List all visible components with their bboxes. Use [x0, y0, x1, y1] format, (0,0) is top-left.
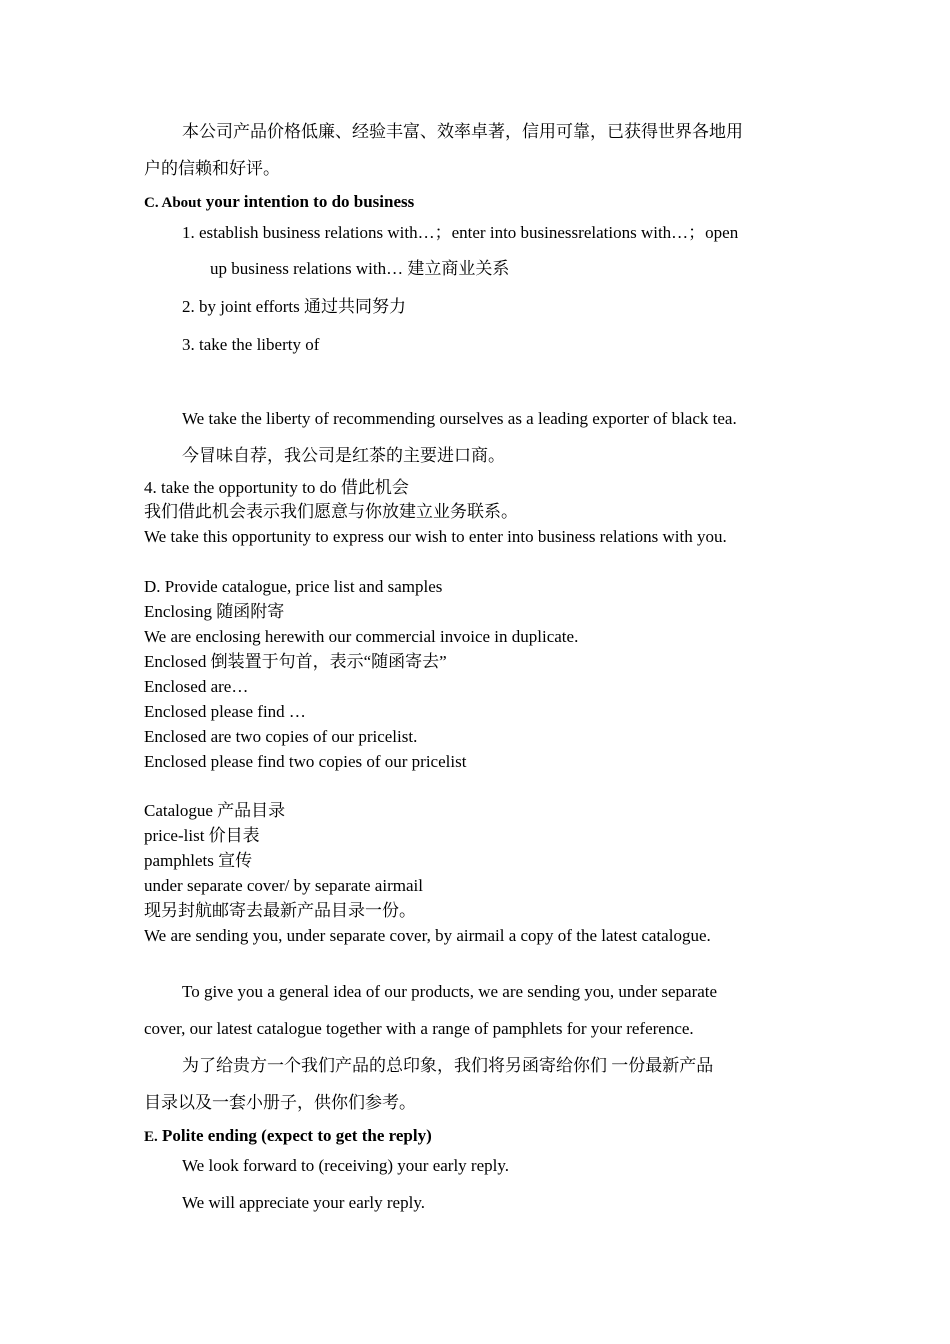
d-vocab-en-example: We are sending you, under separate cover, by airmail a copy of the latest catalogue.	[144, 926, 711, 945]
d-para-en-line-1: To give you a general idea of our products, we are sending you, under separate	[182, 982, 718, 1001]
c-item-3-example-zh: 今冒味自荐，我公司是红茶的主要进口商。	[182, 446, 505, 465]
d-para-zh-line-2: 目录以及一套小册子，供你们参考。	[144, 1093, 416, 1112]
section-e-title: Polite ending (expect to get the reply)	[162, 1126, 432, 1145]
section-c-title: your intention to do business	[205, 192, 415, 211]
d-line-enclosing-example: We are enclosing herewith our commercial invoice in duplicate.	[144, 627, 579, 646]
e-line-2: We will appreciate your early reply.	[182, 1193, 425, 1212]
c-item-4-example-zh: 我们借此机会表示我们愿意与你放建立业务联系。	[144, 502, 518, 521]
c-item-3: 3. take the liberty of	[182, 335, 320, 354]
intro-line-2: 户的信赖和好评。	[144, 159, 280, 178]
d-vocab-pamphlets: pamphlets 宣传	[144, 851, 253, 870]
c-item-1-line-1: 1. establish business relations with…；enter into businessrelations with…；open	[182, 223, 739, 242]
d-line-enclosed-are-example: Enclosed are two copies of our pricelist.	[144, 727, 418, 746]
intro-line-1: 本公司产品价格低廉、经验丰富、效率卓著，信用可靠，已获得世界各地用	[182, 122, 743, 141]
c-item-4-example-en: We take this opportunity to express our wish to enter into business relations with you.	[144, 527, 727, 546]
d-vocab-zh-example: 现另封航邮寄去最新产品目录一份。	[144, 901, 416, 920]
d-line-enclosing: Enclosing 随函附寄	[144, 602, 285, 621]
section-e-heading	[144, 1127, 432, 1145]
d-vocab-separate-cover: under separate cover/ by separate airmail	[144, 876, 423, 895]
section-d-title: D. Provide catalogue, price list and samples	[144, 577, 443, 596]
c-item-3-example-en: We take the liberty of recommending ourselves as a leading exporter of black tea.	[182, 409, 737, 428]
c-item-4: 4. take the opportunity to do 借此机会	[144, 478, 409, 497]
d-line-enclosed-find: Enclosed please find …	[144, 702, 306, 721]
d-line-enclosed: Enclosed 倒装置于句首，表示“随函寄去”	[144, 652, 447, 671]
section-c-prefix: C. About	[144, 195, 202, 211]
d-line-enclosed-are: Enclosed are…	[144, 677, 249, 696]
e-line-1: We look forward to (receiving) your early reply.	[182, 1156, 510, 1175]
section-c-heading	[144, 193, 414, 211]
c-item-2: 2. by joint efforts 通过共同努力	[182, 297, 406, 316]
d-para-zh-line-1: 为了给贵方一个我们产品的总印象，我们将另函寄给你们 一份最新产品	[182, 1056, 714, 1075]
d-vocab-catalogue: Catalogue 产品目录	[144, 801, 286, 820]
d-line-enclosed-find-example: Enclosed please find two copies of our pricelist	[144, 752, 467, 771]
d-vocab-price-list: price-list 价目表	[144, 826, 260, 845]
section-e-prefix: E.	[144, 1129, 158, 1145]
c-item-1-line-2: up business relations with… 建立商业关系	[210, 259, 510, 278]
d-para-en-line-2: cover, our latest catalogue together with a range of pamphlets for your reference.	[144, 1019, 694, 1038]
